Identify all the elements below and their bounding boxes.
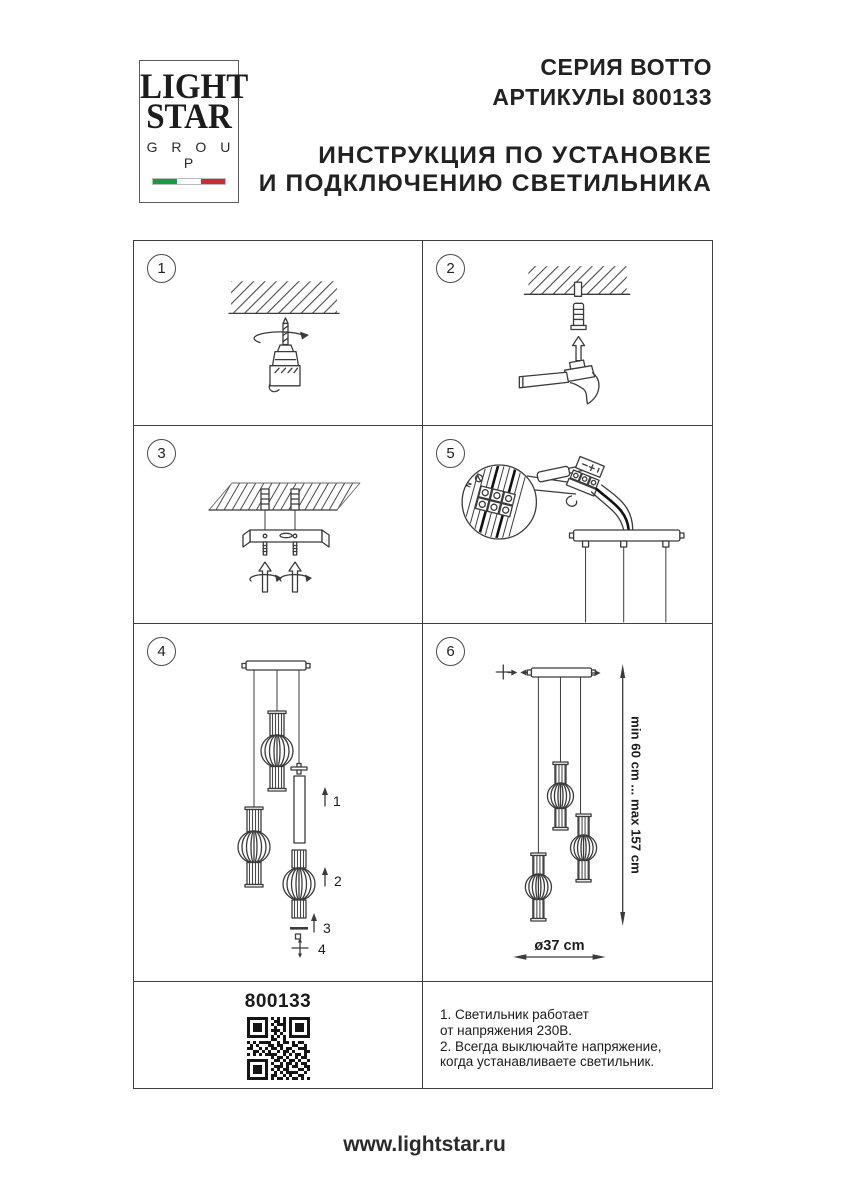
pendant-lamp [525, 853, 551, 921]
wiring-illustration [423, 426, 712, 623]
rotation-arrow-icon [254, 332, 303, 343]
drill-bit-icon [283, 318, 288, 324]
step-4-badge [147, 637, 176, 666]
header [259, 52, 712, 197]
drill-chuck [278, 345, 294, 352]
bracket-mounting-illustration [134, 426, 422, 623]
diameter-dimension-line [513, 954, 605, 960]
note-line: от напряжения 230В. [440, 1022, 572, 1038]
dimensions-illustration [423, 624, 712, 981]
height-range-label: min 60 cm ... max 157 cm [628, 716, 644, 874]
articles-title: АРТИКУЛЫ 800133 [492, 84, 712, 110]
step-6-cell [423, 624, 712, 982]
step-5-cell [423, 426, 712, 624]
pendant-lamp [547, 762, 573, 830]
height-dimension-line [620, 664, 625, 926]
flag-white [177, 179, 201, 184]
screw-cross-icon [496, 665, 529, 679]
italian-flag-icon [152, 178, 226, 185]
instruction-title-line1: ИНСТРУКЦИЯ ПО УСТАНОВКЕ [318, 142, 712, 169]
article-cell [134, 982, 423, 1088]
part-label-4: 4 [318, 941, 326, 957]
up-arrow-icon [259, 562, 271, 592]
dowel-hammer-illustration [423, 241, 712, 425]
series-title: СЕРИЯ ВОТТО [540, 54, 712, 80]
pendant-lamp [261, 711, 293, 791]
pendant-assembly-illustration [134, 624, 422, 981]
instruction-grid [133, 240, 713, 1089]
canopy [246, 661, 306, 670]
canopy [574, 530, 680, 541]
pendant-lamp [571, 814, 597, 882]
part-label-1: 1 [333, 793, 341, 809]
step-number: 5 [446, 445, 455, 462]
step-3-cell [134, 426, 423, 624]
logo-group: G R O U P [146, 139, 236, 171]
part-label-2: 2 [334, 873, 342, 889]
flag-red [201, 179, 225, 184]
step-number: 4 [157, 643, 166, 660]
qr-code [247, 1017, 310, 1080]
lightstar-logo [139, 60, 249, 203]
logo-light: LIGHT [140, 67, 249, 107]
terminal-n-label: N [465, 481, 474, 489]
screw-cross-icon [292, 938, 308, 958]
diameter-label: ø37 cm [534, 938, 585, 954]
step-2-badge [436, 254, 465, 283]
pendant-lamp [238, 807, 270, 887]
mounting-bracket [243, 530, 329, 547]
part-label-3: 3 [323, 920, 331, 936]
drilled-hole [575, 282, 582, 296]
step-6-badge [436, 637, 465, 666]
note-line: 2. Всегда выключайте напряжение, [440, 1038, 662, 1054]
up-arrow-icon [289, 562, 301, 592]
step-2-cell [423, 241, 712, 426]
step-1-badge [147, 254, 176, 283]
disassembled-pendant [283, 764, 315, 959]
nut-part [296, 934, 301, 939]
canopy [531, 668, 591, 677]
step-1-cell [134, 241, 423, 426]
step-number: 2 [446, 260, 455, 277]
suspension-cords [586, 547, 666, 622]
ceiling-hatch [231, 281, 337, 313]
note-line: когда устанавливаете светильник. [440, 1054, 655, 1070]
article-number: 800133 [244, 991, 312, 1012]
notes-cell [423, 982, 712, 1088]
instruction-title-line2: И ПОДКЛЮЧЕНИЮ СВЕТИЛЬНИКА [258, 169, 712, 197]
step-4-cell [134, 624, 423, 982]
step-number: 1 [157, 260, 166, 277]
tube-part [294, 776, 305, 843]
mounting-hook [566, 496, 576, 506]
ceiling-hatch [209, 483, 360, 510]
step-5-badge [436, 439, 465, 468]
up-arrow-icon [573, 337, 585, 361]
step-number: 6 [446, 643, 455, 660]
step-number: 3 [157, 445, 166, 462]
website-url: www.lightstar.ru [343, 1133, 506, 1156]
connector-block [566, 456, 605, 496]
hammer-icon [519, 360, 599, 404]
logo-star: STAR [146, 97, 232, 137]
drilling-illustration [134, 241, 422, 425]
assembly-step-arrows [311, 787, 328, 932]
note-line: 1. Светильник работает [440, 1007, 589, 1022]
washer-part [290, 927, 308, 930]
flag-green [153, 179, 177, 184]
wire [597, 489, 629, 530]
step-3-badge [147, 439, 176, 468]
